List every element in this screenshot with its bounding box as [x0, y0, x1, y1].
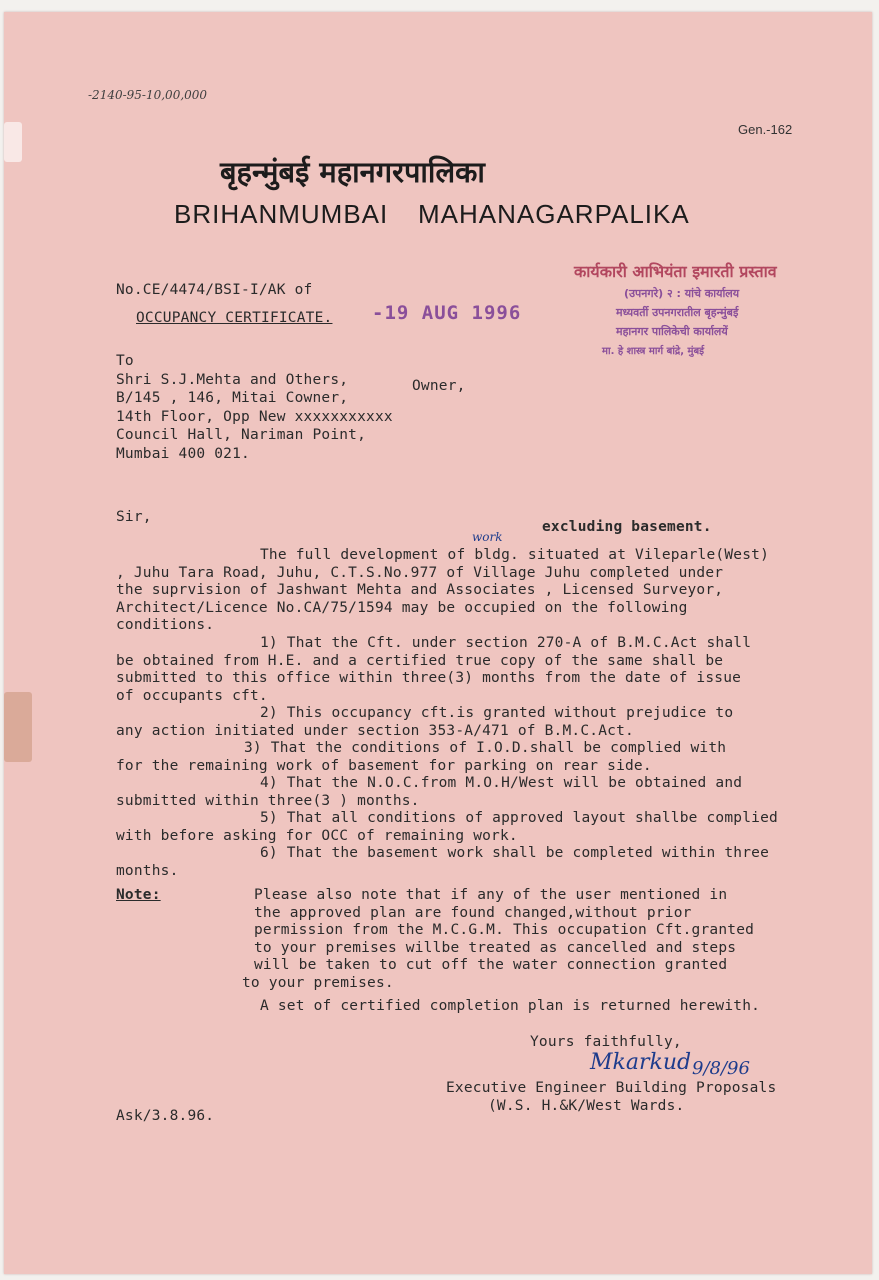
wards: (W.S. H.&K/West Wards.: [488, 1098, 685, 1114]
condition-line: 6) That the basement work shall be completed within three: [260, 845, 769, 861]
condition-line: 2) This occupancy cft.is granted without prejudice to: [260, 705, 734, 721]
stock-note: -2140-95-10,00,000: [88, 88, 208, 102]
addressee-line: Council Hall, Nariman Point,: [116, 427, 367, 443]
addressee-line: Shri S.J.Mehta and Others,: [116, 371, 349, 388]
addressee-line: Mumbai 400 021.: [116, 445, 250, 462]
condition-line: any action initiated under section 353-A/471 of B.M.C.Act.: [116, 722, 634, 739]
document-page: [4, 12, 872, 1274]
office-stamp: [574, 260, 864, 357]
note-line: to your premises.: [242, 974, 394, 991]
stamp-line: कार्यकारी आभियंता इमारती प्रस्ताव: [574, 262, 777, 281]
body-line: Architect/Licence No.CA/75/1594 may be occupied on the following: [116, 599, 688, 616]
stamp-line: मा. हे शास्त्र मार्ग बांद्रे, मुंबई: [602, 346, 705, 357]
signature-date: 9/8/96: [692, 1058, 750, 1079]
stamp-line: मध्यवर्ती उपनगरातील बृहन्मुंबई: [616, 306, 739, 319]
closing-yours: Yours faithfully,: [530, 1034, 682, 1050]
form-number: Gen.-162: [738, 122, 793, 137]
handwritten-insert: work: [472, 530, 503, 544]
body-line: the suprvision of Jashwant Mehta and Associates , Licensed Surveyor,: [116, 582, 724, 598]
addressee-to: To: [116, 353, 134, 369]
condition-line: 1) That the Cft. under section 270-A of B.M.C.Act shall: [260, 635, 752, 651]
addressee-line: B/145 , 146, Mitai Cowner,: [116, 390, 349, 406]
corporation-name-english-1: BRIHANMUMBAI: [174, 199, 389, 229]
body-intro: [116, 547, 769, 635]
note-line: Please also note that if any of the user mentioned in: [254, 887, 728, 903]
note-line: the approved plan are found changed,without prior: [254, 904, 692, 921]
condition-line: 5) That all conditions of approved layout shallbe complied: [260, 810, 778, 826]
date-stamp: -19 AUG 1996: [372, 302, 522, 324]
paper-stain: [4, 692, 32, 762]
condition-line: with before asking for OCC of remaining work.: [116, 827, 518, 844]
note-line: to your premises willbe treated as cancelled and steps: [254, 939, 737, 956]
condition-line: submitted to this office within three(3) months from the date of issue: [116, 670, 742, 686]
owner-overtype: Owner,: [412, 378, 466, 394]
condition-line: of occupants cft.: [116, 687, 268, 704]
note-block: [242, 887, 755, 992]
inserted-note: excluding basement.: [542, 519, 712, 535]
stamp-line: (उपनगरे) २ : यांचे कार्यालय: [624, 287, 740, 300]
addressee-block: [116, 352, 393, 463]
condition-line: months.: [116, 862, 179, 879]
body-line: , Juhu Tara Road, Juhu, C.T.S.No.977 of Village Juhu completed under: [116, 564, 724, 581]
certificate-title: OCCUPANCY CERTIFICATE.: [136, 310, 333, 326]
designation: Executive Engineer Building Proposals: [446, 1080, 777, 1096]
note-line: permission from the M.C.G.M. This occupation Cft.granted: [254, 922, 755, 938]
signature: Mkarkud: [590, 1050, 692, 1075]
condition-line: be obtained from H.E. and a certified true copy of the same shall be: [116, 652, 724, 669]
salutation: Sir,: [116, 509, 152, 525]
paper-tear: [4, 122, 22, 162]
addressee-line: 14th Floor, Opp New xxxxxxxxxxx: [116, 408, 393, 425]
condition-line: 3) That the conditions of I.O.D.shall be complied with: [244, 740, 727, 756]
stamp-line: महानगर पालिकेची कार्यालयें: [616, 325, 728, 338]
body-line: The full development of bldg. situated at Vileparle(West): [260, 547, 769, 563]
condition-line: for the remaining work of basement for parking on rear side.: [116, 757, 652, 774]
condition-line: submitted within three(3 ) months.: [116, 792, 420, 809]
corporation-name-hindi: बृहन्मुंबई महानगरपालिका: [220, 155, 485, 189]
conditions-block: [116, 635, 778, 880]
footer-reference: Ask/3.8.96.: [116, 1108, 215, 1124]
note-label: Note:: [116, 887, 161, 903]
enclosure-note: A set of certified completion plan is returned herewith.: [260, 998, 761, 1014]
corporation-name-english-2: MAHANAGARPALIKA: [418, 199, 690, 229]
note-line: will be taken to cut off the water connection granted: [254, 957, 728, 973]
body-line: conditions.: [116, 617, 215, 633]
reference-number: No.CE/4474/BSI-I/AK of: [116, 282, 313, 298]
condition-line: 4) That the N.O.C.from M.O.H/West will be obtained and: [260, 775, 743, 791]
